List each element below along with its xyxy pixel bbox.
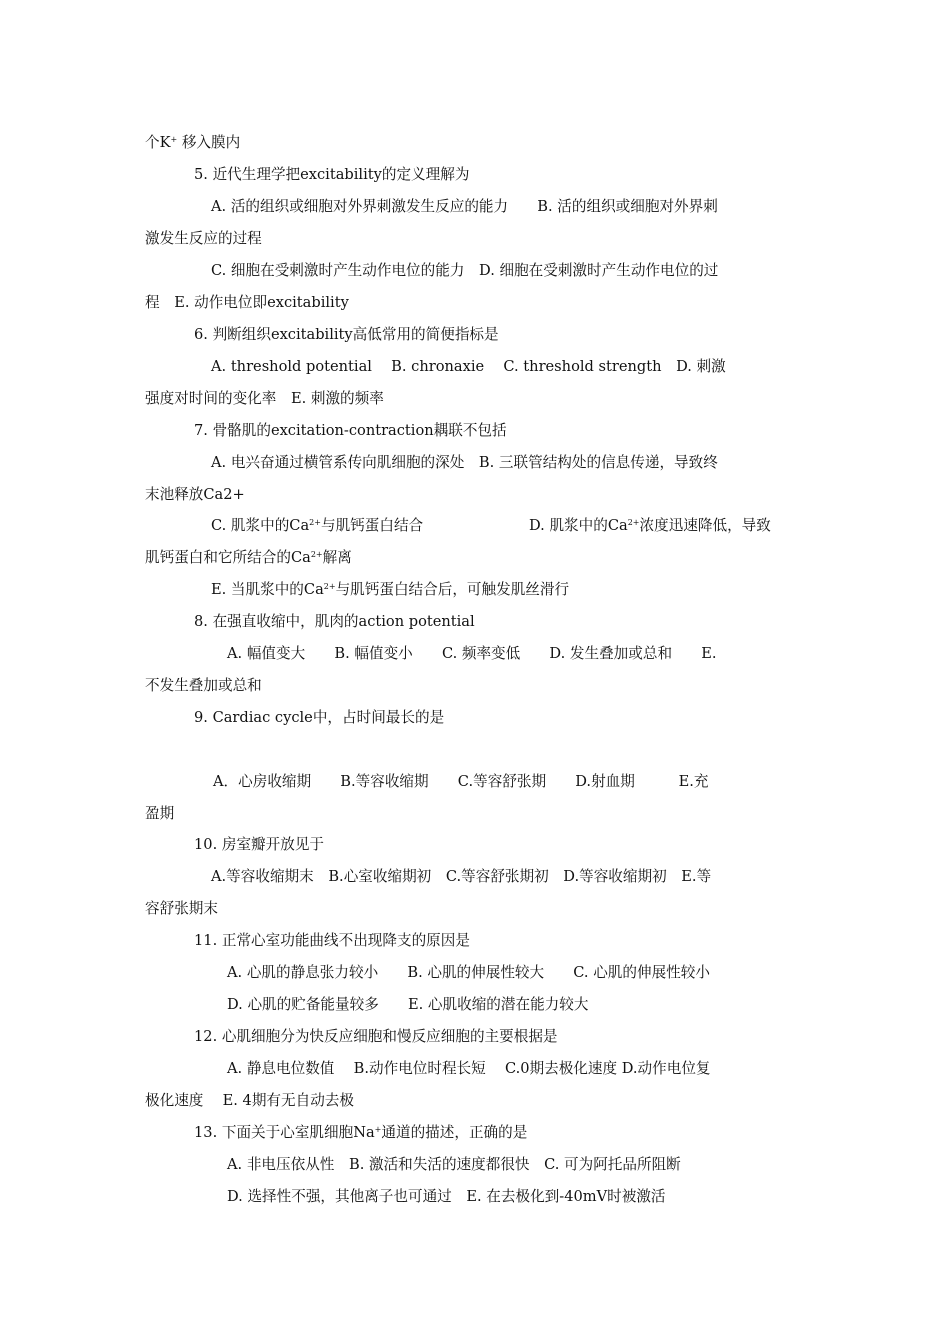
option-line: 激发生反应的过程 bbox=[145, 230, 262, 247]
question-9: 9. Cardiac cycle中，占时间最长的是 bbox=[194, 709, 445, 726]
option-d: D. 肌浆中的$Ca^{2+}$浓度迅速降低，导致 bbox=[529, 517, 771, 534]
option-line: A. 非电压依从性 B. 激活和失活的速度都很快 C. 可为阿托品所阻断 bbox=[227, 1156, 681, 1173]
option-line: A. 静息电位数值 B.动作电位时程长短 C.0期去极化速度 D.动作电位复 bbox=[227, 1060, 711, 1077]
option-line: A. 心肌的静息张力较小 B. 心肌的伸展性较大 C. 心肌的伸展性较小 bbox=[227, 964, 710, 981]
option-line: A.等容收缩期末 B.心室收缩期初 C.等容舒张期初 D.等容收缩期初 E.等 bbox=[211, 868, 712, 885]
question-8: 8. 在强直收缩中，肌肉的action potential bbox=[194, 613, 475, 630]
option-line: 强度对时间的变化率 E. 刺激的频率 bbox=[145, 390, 384, 407]
option-line: C. 细胞在受刺激时产生动作电位的能力 D. 细胞在受刺激时产生动作电位的过 bbox=[211, 262, 719, 279]
question-6: 6. 判断组织excitability高低常用的简便指标是 bbox=[194, 326, 499, 343]
option-line: 肌钙蛋白和它所结合的$Ca^{2+}$解离 bbox=[145, 549, 352, 566]
line-k-ion: 个K+ 移入膜内 bbox=[145, 134, 241, 151]
option-line: A. 幅值变大 B. 幅值变小 C. 频率变低 D. 发生叠加或总和 E. bbox=[227, 645, 717, 662]
question-12: 12. 心肌细胞分为快反应细胞和慢反应细胞的主要根据是 bbox=[194, 1028, 558, 1045]
question-10: 10. 房室瓣开放见于 bbox=[194, 836, 325, 853]
option-line: D. 选择性不强，其他离子也可通过 E. 在去极化到-40mV时被激活 bbox=[227, 1188, 666, 1205]
option-line: 极化速度 E. 4期有无自动去极 bbox=[145, 1092, 354, 1109]
question-7: 7. 骨骼肌的excitation-contraction耦联不包括 bbox=[194, 422, 507, 439]
option-line: 容舒张期末 bbox=[145, 900, 218, 917]
question-13: 13. 下面关于心室肌细胞Na+通道的描述，正确的是 bbox=[194, 1124, 528, 1141]
option-e: E. 当肌浆中的$Ca^{2+}$与肌钙蛋白结合后，可触发肌丝滑行 bbox=[211, 581, 570, 598]
option-line: D. 心肌的贮备能量较多 E. 心肌收缩的潜在能力较大 bbox=[227, 996, 589, 1013]
question-11: 11. 正常心室功能曲线不出现降支的原因是 bbox=[194, 932, 470, 949]
option-line: A. 电兴奋通过横管系传向肌细胞的深处 B. 三联管结构处的信息传递，导致终 bbox=[211, 454, 718, 471]
option-line: A. 活的组织或细胞对外界刺激发生反应的能力 B. 活的组织或细胞对外界刺 bbox=[211, 198, 718, 215]
option-line: A．心房收缩期 B.等容收缩期 C.等容舒张期 D.射血期 E.充 bbox=[213, 773, 709, 790]
option-line: 末池释放Ca2+ bbox=[145, 486, 245, 503]
option-line: 盈期 bbox=[145, 805, 175, 822]
question-5: 5. 近代生理学把excitability的定义理解为 bbox=[194, 166, 470, 183]
option-line: 程 E. 动作电位即excitability bbox=[145, 294, 349, 311]
option-line: 不发生叠加或总和 bbox=[145, 677, 262, 694]
option-c: C. 肌浆中的$Ca^{2+}$与肌钙蛋白结合 bbox=[211, 517, 424, 534]
option-line: A. threshold potential B. chronaxie C. threshold strength D. 刺激 bbox=[211, 358, 726, 375]
